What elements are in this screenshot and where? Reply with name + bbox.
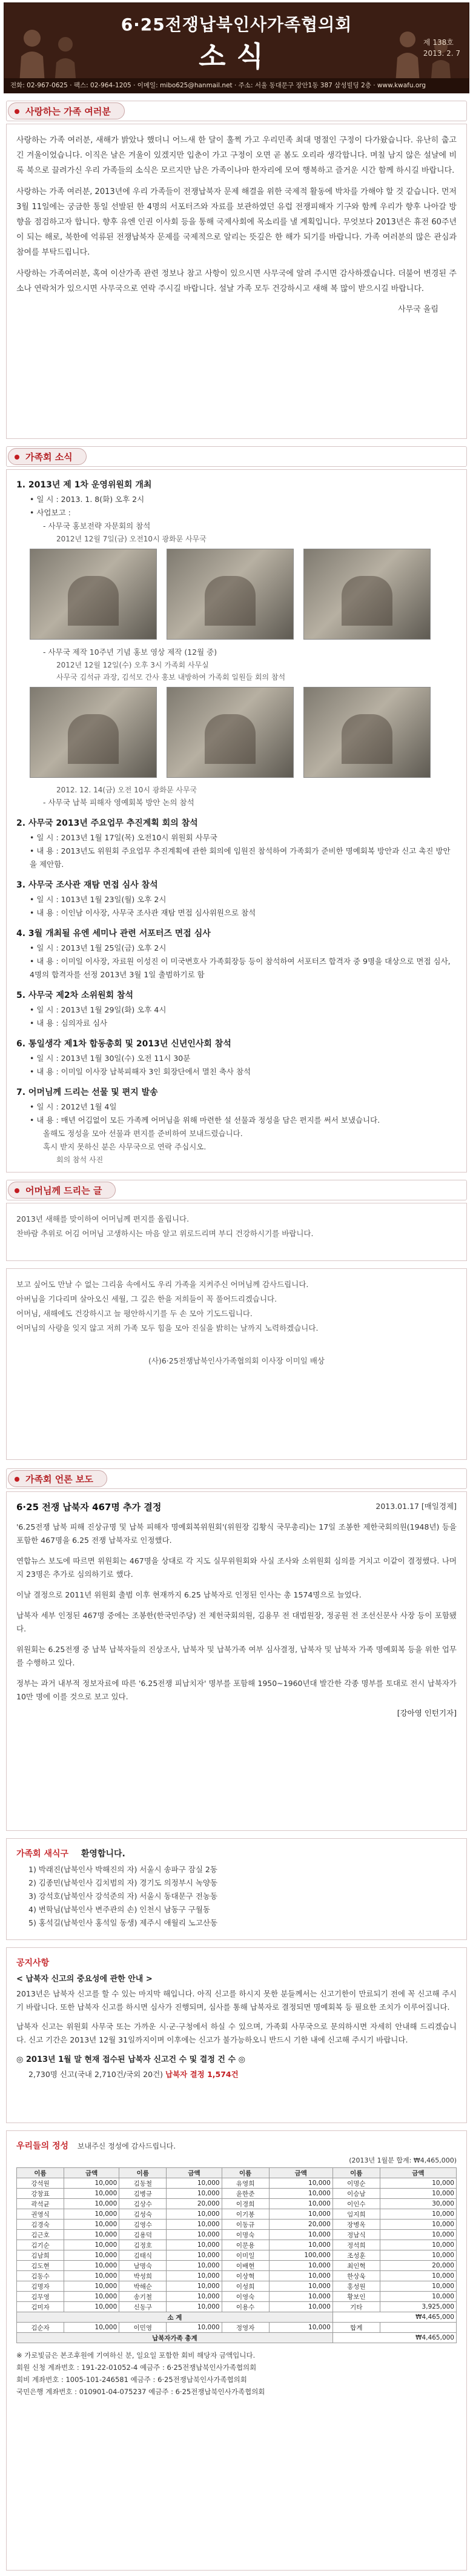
table-row — [17, 2261, 457, 2271]
donation-amount-cell: 10,000 — [380, 2178, 456, 2189]
donor-name-cell: 김경숙 — [17, 2220, 64, 2230]
donor-name-cell: 김근호 — [17, 2230, 64, 2240]
news-line: • 일 시 : 2013년 1월 30일(수) 오전 11시 30분 — [30, 1054, 191, 1063]
donation-amount-cell: 10,000 — [380, 2271, 456, 2281]
donation-amount-cell: 10,000 — [380, 2292, 456, 2302]
donation-amount-cell: 10,000 — [167, 2281, 222, 2292]
press-box — [6, 1491, 467, 1831]
donation-amount-cell — [380, 2323, 456, 2333]
donor-name-cell: 조성훈 — [332, 2250, 380, 2261]
donation-amount-cell: 10,000 — [64, 2230, 119, 2240]
donation-amount-cell: 10,000 — [64, 2199, 119, 2209]
meeting-photo — [167, 687, 294, 778]
donor-name-cell: 송기철 — [119, 2292, 167, 2302]
news-item — [16, 478, 457, 809]
donor-name-cell: 정석희 — [332, 2240, 380, 2250]
donation-amount-cell: 10,000 — [380, 2281, 456, 2292]
donor-name-cell: 김순자 — [17, 2323, 64, 2333]
donation-amount-cell: 10,000 — [269, 2271, 332, 2281]
donor-name-cell: 유영희 — [222, 2178, 269, 2189]
news-line: • 내 용 : 이미일 이사장 납북피해자 3인 회장단에서 멸친 축사 참석 — [30, 1067, 251, 1076]
donations-table-body — [17, 2168, 457, 2343]
issue-date: 2013. 2. 7 — [423, 49, 460, 58]
article-credit: [강아영 인턴기자] — [397, 1708, 457, 1718]
donor-name-cell: 이명숙 — [222, 2230, 269, 2240]
meeting-photo — [30, 687, 157, 778]
donor-name-cell: 윤한준 — [222, 2189, 269, 2199]
donation-amount-cell: 10,000 — [64, 2281, 119, 2292]
letter-line: 찬바람 추위로 어김 어머님 고생하시는 마음 알고 위로드리며 부디 건강하시기를 바랍니다. — [16, 1229, 314, 1238]
donor-name-cell: 김동수 — [17, 2271, 64, 2281]
donation-amount-cell: 10,000 — [380, 2209, 456, 2220]
news-subline: 혹시 받지 못하신 분은 사무국으로 연락 주십시오. — [43, 1142, 207, 1151]
donor-name-cell: 김영수 — [119, 2220, 167, 2230]
news-line: • 일 시 : 2012년 1월 4일 — [30, 1102, 117, 1111]
donor-name-cell: 합계 — [332, 2323, 380, 2333]
news-item — [16, 1037, 457, 1079]
org-title: 6·25전쟁납북인사가족협의회 — [121, 15, 352, 35]
donor-name-cell: 신동구 — [119, 2302, 167, 2312]
new-members-heading — [16, 1847, 457, 1859]
donor-name-cell: 김성숙 — [119, 2209, 167, 2220]
letter-head-label: 어머님께 드리는 글 — [25, 1185, 102, 1196]
meeting-photo — [303, 549, 431, 640]
stat-decided: 납북자 결정 1,574건 — [165, 2070, 239, 2079]
news-line: • 일 시 : 2013년 1월 17일(목) 오전10시 위원회 사무국 — [30, 833, 217, 842]
donor-name-cell: 김기순 — [17, 2240, 64, 2250]
news-item-title: 3. 사무국 조사관 재탐 면접 심사 참석 — [16, 880, 158, 890]
letter-sign: (사)6·25전쟁납북인사가족협의회 이사장 이미일 배상 — [148, 1356, 325, 1365]
donation-amount-cell: 10,000 — [64, 2271, 119, 2281]
article-date: 2013.01.17 [매일경제] — [375, 1502, 457, 1511]
donation-amount-cell: 10,000 — [167, 2261, 222, 2271]
donation-amount-cell: 10,000 — [380, 2250, 456, 2261]
donor-name-cell: 이문용 — [222, 2240, 269, 2250]
donation-amount-cell: 10,000 — [64, 2220, 119, 2230]
donation-amount-cell: 10,000 — [269, 2323, 332, 2333]
donor-name-cell: 이승남 — [332, 2189, 380, 2199]
donation-amount-cell: 10,000 — [167, 2209, 222, 2220]
greeting-pill — [8, 102, 125, 119]
total-label: 납북자가족 총계 — [17, 2333, 333, 2343]
letter-intro-box — [6, 1203, 467, 1261]
donation-amount-cell: 10,000 — [64, 2250, 119, 2261]
news-line: • 일 시 : 1013년 1월 23일(월) 오후 2시 — [30, 895, 167, 904]
donor-name-cell: 홍성원 — [332, 2281, 380, 2292]
letter-line: 어머님의 사랑을 잊지 않고 저희 가족 모두 힘을 모아 진실을 밝히는 날까지 노력하겠습니다. — [16, 1323, 319, 1333]
press-section-head — [6, 1468, 467, 1489]
issue-info — [423, 37, 460, 59]
donation-amount-cell: 10,000 — [167, 2220, 222, 2230]
table-row — [17, 2199, 457, 2209]
table-row — [17, 2230, 457, 2240]
donation-amount-cell: 10,000 — [167, 2323, 222, 2333]
member-item: 2) 김종민(납북인사 김치범의 자) 경기도 의정부시 녹양동 — [28, 1878, 218, 1887]
donation-amount-cell: 30,000 — [380, 2199, 456, 2209]
member-item: 5) 홍석길(납북인사 홍석일 동생) 제주시 애월리 노고산동 — [28, 1918, 218, 1927]
table-row — [17, 2189, 457, 2199]
table-row — [17, 2271, 457, 2281]
news-subline: 2012년 12월 12일(수) 오후 3시 가족회 사무실 — [56, 661, 209, 669]
donor-name-cell: 박성희 — [119, 2271, 167, 2281]
donation-amount-cell: 10,000 — [64, 2178, 119, 2189]
donor-name-cell: 김정호 — [119, 2240, 167, 2250]
donations-table — [16, 2167, 457, 2343]
news-line: • 내 용 : 심의자료 심사 — [30, 1019, 108, 1028]
notice-subtitle: < 납북자 신고의 중요성에 관한 안내 > — [16, 1975, 153, 1984]
news-item — [16, 817, 457, 871]
news-subline: 사무국 김석규 과장, 김석모 간사 홍보 내방하여 가족회 일원들 회의 참석 — [56, 673, 286, 681]
stat-reported: 2,730명 신고(국내 2,710건/국외 20건) — [28, 2070, 166, 2079]
table-row — [17, 2178, 457, 2189]
table-header-cell: 이름 — [119, 2168, 167, 2178]
news-item-title: 1. 2013년 제 1차 운영위원회 개최 — [16, 480, 152, 490]
donation-amount-cell: 10,000 — [269, 2240, 332, 2250]
donor-name-cell: 강창표 — [17, 2189, 64, 2199]
article-title: 6·25 전쟁 납북자 467명 추가 결정 — [16, 1502, 162, 1513]
table-header-cell: 금액 — [269, 2168, 332, 2178]
meeting-photo — [167, 549, 294, 640]
donation-amount-cell: 100,000 — [269, 2250, 332, 2261]
donor-name-cell: 장병옥 — [332, 2220, 380, 2230]
table-row — [17, 2209, 457, 2220]
donor-name-cell: 최인혁 — [332, 2261, 380, 2271]
newsletter-title: 소식 — [199, 40, 274, 73]
newsletter-header — [4, 2, 469, 93]
news-item-title: 6. 통일생각 제1차 합동총회 및 2013년 신년인사회 참석 — [16, 1039, 231, 1049]
news-subline: 올해도 정성을 모아 선물과 편지를 준비하여 보내드렸습니다. — [43, 1129, 243, 1138]
donation-amount-cell: 10,000 — [64, 2261, 119, 2271]
donations-box — [6, 2130, 467, 2571]
total-value: ₩4,465,000 — [332, 2333, 456, 2343]
donor-name-cell: 황보인 — [332, 2292, 380, 2302]
news-line: • 일 시 : 2013. 1. 8(화) 오후 2시 — [30, 495, 145, 504]
donation-amount-cell: 10,000 — [380, 2230, 456, 2240]
donation-amount-cell: 10,000 — [167, 2292, 222, 2302]
table-row — [17, 2302, 457, 2312]
letter-line: 어머님, 새해에도 건강하시고 늘 평안하시기를 두 손 모아 기도드립니다. — [16, 1309, 253, 1318]
subtotal-value: ₩4,465,000 — [332, 2312, 456, 2323]
table-row — [17, 2240, 457, 2250]
news-item-title: 7. 어머님께 드리는 선물 및 편지 발송 — [16, 1088, 158, 1097]
donation-note: ※ 가로빛금은 본조후원에 기여하신 분, 일요일 포함한 회비 해당자 금액입니다. — [16, 2351, 256, 2360]
letter-line: 보고 싶어도 만날 수 없는 그리움 속에서도 우리 가족을 지켜주신 어머님께 감사드립니다. — [16, 1280, 309, 1289]
donation-amount-cell: 10,000 — [167, 2271, 222, 2281]
meeting-photo — [303, 687, 431, 778]
issue-number: 제 138호 — [423, 38, 454, 47]
notice-paragraph: 2013년은 납북자 신고를 할 수 있는 마지막 해입니다. 아직 신고를 하시지 못한 분들께서는 신고기한이 만료되기 전에 꼭 신고해 주시기 바랍니다. 또한 납북자 신고를 하시면 심사가 진행되며, 심사를 통해 납북자로 결정되면 명예회복 등 필요한 조치가 이루어집니다. — [16, 1989, 457, 2012]
donation-amount-cell: 10,000 — [167, 2178, 222, 2189]
news-item — [16, 989, 457, 1030]
donation-amount-cell: 10,000 — [269, 2199, 332, 2209]
letter-box — [6, 1268, 467, 1460]
donation-note: 회비 계좌번호 : 1005-101-246581 예금주 : 6·25전쟁납북인사가족협의회 — [16, 2375, 247, 2384]
donation-amount-cell: 10,000 — [167, 2250, 222, 2261]
news-item-title: 5. 사무국 제2차 소위원회 참석 — [16, 991, 134, 1000]
article-paragraph: 이날 결정으로 2011년 위원회 출범 이후 현재까지 6.25 납북자로 인정된 인사는 총 1574명으로 늘었다. — [16, 1590, 362, 1599]
letter-intro: 2013년 새해를 맞이하여 어머님께 편지를 올립니다. — [16, 1214, 190, 1223]
donations-notes — [16, 2349, 457, 2398]
news-head-label: 가족회 소식 — [25, 452, 73, 463]
news-subline: - 사무국 제작 10주년 기념 홍보 영상 제작 (12월 중) — [43, 647, 217, 657]
news-line: • 내 용 : 이인남 이사장, 사무국 조사관 재탐 면접 심사위원으로 참석 — [30, 908, 256, 917]
donor-name-cell: 김상수 — [119, 2199, 167, 2209]
donor-name-cell: 김동철 — [119, 2178, 167, 2189]
news-line: • 내 용 : 매년 어김없이 모든 가족께 어머님을 위해 마련한 설 선물과 정성을 담은 편지를 써서 보냈습니다. — [30, 1116, 380, 1125]
donor-name-cell: 이경희 — [222, 2199, 269, 2209]
donor-name-cell: 이기봉 — [222, 2209, 269, 2220]
donor-name-cell: 곽석균 — [17, 2199, 64, 2209]
donor-name-cell: 이용수 — [222, 2302, 269, 2312]
donor-name-cell: 김병규 — [119, 2189, 167, 2199]
greeting-paragraph: 사랑하는 가족 여러분, 2013년에 우리 가족들이 전쟁납북자 문제 해결을 위한 국제적 활동에 박차를 가해야 할 것 같습니다. 먼저 3월 11일에는 궁금한 통일 선발된 한 4명의 서포터즈와 자료를 보관하였던 유럽 전쟁피해자 기구와 함께 우리가 향후 나아갈 방향을 점검하고자 합니다. 향후 유엔 인권 이사회 등을 통해 국제사회에 목소리를 낼 계획입니다. 무엇보다 2013년은 휴전 60주년이 되는 해로, 북한에 억류된 전쟁납북자 문제를 국제적으로 알리는 뜻깊은 한 해가 되기를 바랍니다. 가족 여러분의 많은 관심과 참여를 부탁드립니다. — [16, 187, 457, 257]
donations-period-row — [16, 2155, 457, 2165]
news-section-head — [6, 446, 467, 467]
donor-name-cell: 이인수 — [332, 2199, 380, 2209]
donor-name-cell: 기타 — [332, 2302, 380, 2312]
donation-amount-cell: 10,000 — [167, 2240, 222, 2250]
donor-name-cell: 권영식 — [17, 2209, 64, 2220]
donation-amount-cell: 10,000 — [380, 2189, 456, 2199]
donation-amount-cell: 10,000 — [269, 2178, 332, 2189]
donation-amount-cell: 10,000 — [64, 2302, 119, 2312]
donations-subtitle: 보내주신 정성에 감사드립니다. — [77, 2142, 176, 2150]
donor-name-cell: 이미일 — [222, 2250, 269, 2261]
donation-amount-cell: 10,000 — [380, 2220, 456, 2230]
donation-note: 국민은행 계좌번호 : 010901-04-075237 예금주 : 6·25전쟁납북인사가족협의회 — [16, 2387, 265, 2396]
greeting-paragraph: 사랑하는 가족 여러분, 새해가 밝았나 했더니 어느새 한 달이 훌쩍 가고 우리민족 최대 명절인 구정이 다가왔습니다. 유난히 춥고 긴 겨울이었습니다. 이직은 날은 겨울이 있겠지만 입춘이 가고 구정이 오면 곧 봄도 오리라 생각합니다. 며칠 남지 않은 설날에 비록 북으로 끌려가신 우리 가족들의 소식은 모르지만 남은 가족이나마 한자리에 모여 행복하고 즐거운 시간 함께 하시길 바랍니다. — [16, 136, 457, 175]
news-pill — [8, 448, 87, 465]
donation-amount-cell: 10,000 — [269, 2302, 332, 2312]
donation-amount-cell: 10,000 — [64, 2189, 119, 2199]
donor-name-cell: 이명순 — [332, 2178, 380, 2189]
donor-name-cell: 김미자 — [17, 2302, 64, 2312]
donor-name-cell: 정남식 — [332, 2230, 380, 2240]
donor-name-cell: 김무영 — [17, 2292, 64, 2302]
news-line: • 내 용 : 2013년도 위원회 주요업무 추진계획에 관한 회의에 임원진 참석하여 가족회가 준비한 명예회복 방안과 신고 촉진 방안을 제안함. — [30, 846, 451, 869]
new-members-title: 가족회 새식구 — [16, 1849, 69, 1859]
donation-amount-cell: 10,000 — [269, 2292, 332, 2302]
table-row — [17, 2250, 457, 2261]
table-row — [17, 2323, 457, 2333]
subtotal-row — [17, 2312, 457, 2323]
donation-amount-cell: 10,000 — [269, 2209, 332, 2220]
donor-name-cell: 박해순 — [119, 2281, 167, 2292]
donor-name-cell: 김태식 — [119, 2250, 167, 2261]
donation-amount-cell: 3,925,000 — [380, 2302, 456, 2312]
member-item: 3) 강석호(납북인사 강석준의 자) 서울시 동대문구 전농동 — [28, 1892, 218, 1901]
donation-amount-cell: 20,000 — [380, 2261, 456, 2271]
letter-line: 아버님을 기다리며 살아오신 세월, 그 깊은 한을 저희들이 꼭 풀어드리겠습니다. — [16, 1294, 277, 1303]
donor-name-cell: 김용덕 — [119, 2230, 167, 2240]
news-item — [16, 927, 457, 982]
news-line: • 내 용 : 이미일 이사장, 자료원 이성진 이 미국변호사 가족회장등 등이 참석하여 서포터즈 합격자 중 9명을 대상으로 면접 심사, 4명의 합격자를 선정 2013년 3월 1일 출범하기로 함 — [30, 957, 451, 979]
article-paragraph: 연합뉴스 보도에 따르면 위원회는 467명을 상대로 각 지도 실무위원회와 사실 조사와 소위원회 심의를 거치고 이같이 결정했다. 나머지 23명은 추가로 심의하기로 했다. — [16, 1556, 457, 1579]
greeting-head-label: 사랑하는 가족 여러분 — [25, 106, 111, 117]
greeting-signature: 사무국 올림 — [398, 305, 438, 314]
news-subline: 2012년 12월 7일(금) 오전10시 광화문 사무국 — [56, 535, 207, 543]
donor-name-cell: 김도현 — [17, 2261, 64, 2271]
donation-amount-cell: 10,000 — [64, 2323, 119, 2333]
news-item-title: 4. 3월 개최될 유엔 세미나 관련 서포터즈 면접 심사 — [16, 929, 211, 938]
donation-amount-cell: 10,000 — [167, 2189, 222, 2199]
greeting-section-head — [6, 101, 467, 121]
table-row — [17, 2220, 457, 2230]
donor-name-cell: 김남희 — [17, 2250, 64, 2261]
notice-paragraph: 납북자 신고는 위원회 사무국 또는 가까운 시·군·구청에서 하실 수 있으며, 가족회 사무국으로 문의하시면 자세히 안내해 드리겠습니다. 신고 기간은 2013년 12월 31일까지이며 이후에는 신고가 불가능하오니 반드시 기한 내에 신고해 주시기 바랍니다. — [16, 2022, 457, 2044]
donation-amount-cell: 10,000 — [269, 2189, 332, 2199]
table-row — [17, 2281, 457, 2292]
new-members-box — [6, 1838, 467, 1940]
meeting-photo — [30, 549, 157, 640]
table-header-row — [17, 2168, 457, 2178]
new-members-welcome: 환영합니다. — [81, 1849, 125, 1859]
donation-amount-cell: 10,000 — [167, 2302, 222, 2312]
donor-name-cell: 이배현 — [222, 2261, 269, 2271]
news-subline: - 사무국 홍보전략 자문회의 참석 — [43, 521, 151, 530]
news-line: • 일 시 : 2013년 1월 25일(금) 오후 2시 — [30, 943, 167, 952]
press-head-label: 가족회 언론 보도 — [25, 1474, 93, 1485]
greeting-paragraph: 사랑하는 가족여러분, 혹여 이산가족 관련 정보나 참고 사항이 있으시면 사무국에 알려 주시면 감사하겠습니다. 더불어 변경된 주소나 연락처가 있으시면 사무국으로 연락 주시길 바랍니다. 설날 가족 모두 건강하시고 새해 복 많이 받으시길 바랍니다. — [16, 269, 457, 293]
news-item-title: 2. 사무국 2013년 주요업무 추진계획 회의 참석 — [16, 818, 198, 828]
donations-heading — [16, 2139, 457, 2152]
donation-amount-cell: 20,000 — [269, 2220, 332, 2230]
table-header-cell: 금액 — [167, 2168, 222, 2178]
photo-row — [16, 549, 457, 640]
article-paragraph: '6.25전쟁 납북 피해 진상규명 및 납북 피해자 명예회복위원회'(위원장 김황식 국무총리)는 17일 조봉한 제한국회의원(1948년) 등을 포함한 467명을 6.25 전쟁 납북자로 인정했다. — [16, 1522, 457, 1545]
table-row — [17, 2292, 457, 2302]
notice-stat-line — [16, 2068, 457, 2081]
donation-amount-cell: 10,000 — [269, 2281, 332, 2292]
donor-name-cell: 한상욱 — [332, 2271, 380, 2281]
donation-amount-cell: 10,000 — [380, 2240, 456, 2250]
donation-amount-cell: 20,000 — [167, 2199, 222, 2209]
photo-caption: 회의 참석 사진 — [56, 1156, 104, 1164]
press-pill — [8, 1470, 107, 1487]
news-box — [6, 469, 467, 1173]
donation-amount-cell: 10,000 — [64, 2292, 119, 2302]
news-subline: - 사무국 납북 피해자 영예회복 방안 논의 참석 — [43, 798, 194, 807]
donation-amount-cell: 10,000 — [269, 2261, 332, 2271]
donor-name-cell: 이민영 — [119, 2323, 167, 2333]
letter-section-head — [6, 1180, 467, 1200]
total-row — [17, 2333, 457, 2343]
greeting-box — [6, 124, 467, 439]
table-header-cell: 이름 — [222, 2168, 269, 2178]
donation-amount-cell: 10,000 — [64, 2240, 119, 2250]
donor-name-cell: 김명자 — [17, 2281, 64, 2292]
news-line: • 사업보고 : — [30, 508, 71, 517]
donations-title: 우리들의 정성 — [16, 2141, 69, 2151]
table-header-cell: 이름 — [17, 2168, 64, 2178]
donation-amount-cell: 10,000 — [167, 2230, 222, 2240]
donor-name-cell: 정영자 — [222, 2323, 269, 2333]
notice-stat-title: ◎ 2013년 1월 말 현재 접수된 납북자 신고건 수 및 결정 건 수 ◎ — [16, 2055, 245, 2064]
donor-name-cell: 이성희 — [222, 2281, 269, 2292]
photo-row — [16, 687, 457, 778]
donations-period: (2013년 1월분 합계: ₩4,465,000) — [349, 2156, 457, 2164]
photo-caption: 2012. 12. 14(금) 오전 10시 광화문 사무국 — [56, 786, 197, 794]
donation-amount-cell: 10,000 — [64, 2209, 119, 2220]
donation-amount-cell: 10,000 — [269, 2230, 332, 2240]
news-line: • 일 시 : 2013년 1월 29일(화) 오후 4시 — [30, 1005, 167, 1014]
subtotal-label: 소 계 — [17, 2312, 333, 2323]
article-paragraph: 정부는 과거 내부적 정보자료에 따른 '6.25전쟁 피납치자' 명부를 포함해 1950~1960년대 발간한 각종 명부를 토대로 전시 납북자가 10만 명에 이를 것으로 보고 있다. — [16, 1679, 457, 1701]
table-header-cell: 이름 — [332, 2168, 380, 2178]
article-paragraph: 위원회는 6.25전쟁 중 납북 납북자들의 진상조사, 납북자 및 납북가족 여부 심사결정, 납북자 및 납북자 가족 명예회복 등을 위한 업무를 수행하고 있다. — [16, 1645, 457, 1667]
notice-title: 공지사항 — [16, 1958, 50, 1968]
donor-name-cell: 이동규 — [222, 2220, 269, 2230]
member-item: 1) 박래진(납북인사 박해진의 자) 서울시 송파구 잠실 2동 — [28, 1865, 217, 1874]
donor-name-cell: 강석원 — [17, 2178, 64, 2189]
news-item — [16, 878, 457, 920]
table-header-cell: 금액 — [380, 2168, 456, 2178]
donor-name-cell: 이영숙 — [222, 2292, 269, 2302]
donor-name-cell: 남명숙 — [119, 2261, 167, 2271]
contact-bar: 전화: 02-967-0625 · 팩스: 02-964-1205 · 이메일: mibo625@hanmail.net · 주소: 서울 동대문구 장안1동 387 삼성빌딩 2층 · www.kwafu.org — [4, 78, 469, 93]
notice-box — [6, 1947, 467, 2123]
article-paragraph: 납북자 세부 인정된 467명 중에는 조봉한(한국민주당) 전 제헌국회의원, 김용무 전 대법원장, 정공원 전 조선신문사 사장 등이 포함됐다. — [16, 1611, 457, 1633]
article-header — [16, 1500, 457, 1513]
table-header-cell: 금액 — [64, 2168, 119, 2178]
news-item — [16, 1086, 457, 1166]
donor-name-cell: 임지희 — [332, 2209, 380, 2220]
letter-pill — [8, 1182, 116, 1199]
donor-name-cell: 이상혁 — [222, 2271, 269, 2281]
member-item: 4) 변학님(납북인사 변주관의 손) 인천시 남동구 구월동 — [28, 1905, 210, 1914]
donation-note: 회원 신청 계좌번호 : 191-22-01052-4 예금주 : 6·25전쟁납북인사가족협의회 — [16, 2363, 257, 2372]
